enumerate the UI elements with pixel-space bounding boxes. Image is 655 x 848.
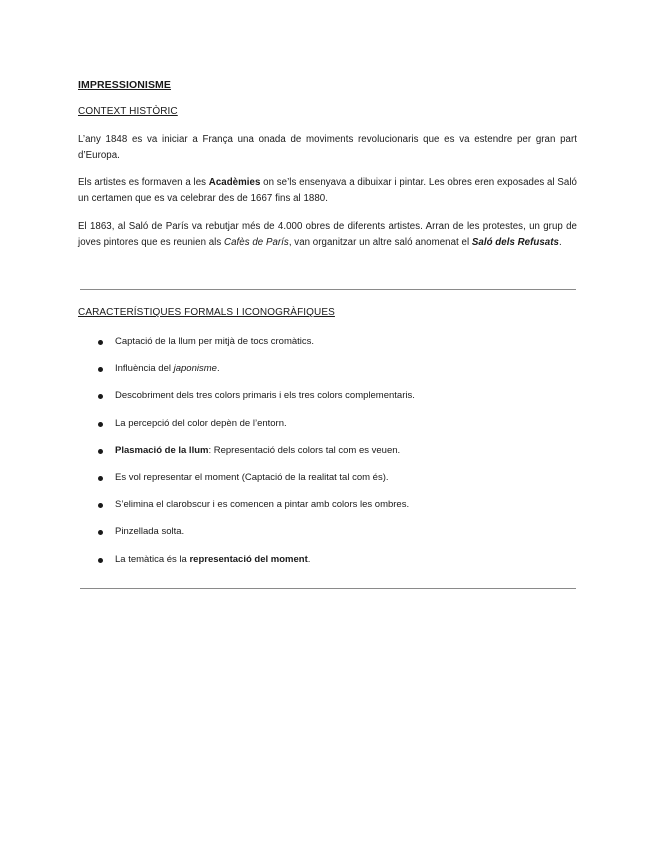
features-list	[98, 334, 415, 579]
p2-text-a: Els artistes es formaven a les	[78, 177, 209, 188]
list-item: Es vol representar el moment (Captació de la realitat tal com és).	[98, 470, 415, 497]
paragraph-2	[78, 175, 577, 207]
p3-text-e: .	[558, 237, 562, 248]
section-heading-context: CONTEXT HISTÒRIC	[78, 106, 178, 117]
p3-cafes: Cafès de París	[224, 237, 289, 248]
list-item: Pinzellada solta.	[98, 524, 415, 551]
paragraph-1: L’any 1848 es va iniciar a França una onada de moviments revolucionaris que es va estendre per gran part d’Europa.	[78, 134, 577, 161]
p3-salo-refusats: Saló dels Refusats	[471, 237, 559, 248]
list-item: La percepció del color depèn de l’entorn.	[98, 416, 415, 443]
list-item: Plasmació de la llum: Representació dels colors tal com es veuen.	[98, 443, 415, 470]
bullet-icon	[98, 394, 103, 399]
bullet-icon	[98, 367, 103, 372]
section-heading-features: CARACTERÍSTIQUES FORMALS I ICONOGRÀFIQUES	[78, 307, 335, 318]
page-title: IMPRESSIONISME	[78, 79, 171, 91]
list-item: S’elimina el clarobscur i es comencen a pintar amb colors les ombres.	[98, 497, 415, 524]
paragraph-3	[78, 219, 577, 251]
bullet-icon	[98, 340, 103, 345]
horizontal-divider-bottom	[80, 588, 576, 589]
p3-text-c: , van organitzar un altre saló anomenat el	[288, 237, 472, 248]
bullet-icon	[98, 530, 103, 535]
bullet-icon	[98, 449, 103, 454]
list-item: La temàtica és la representació del moment.	[98, 552, 415, 579]
p3-text-a: El 1863, al Saló de París va rebutjar més de 4.000 obres de diferents artistes. Arran de les protestes, un grup de joves pintores que es reunien als	[78, 221, 577, 248]
p2-academies: Acadèmies	[208, 177, 261, 188]
p2-text-c: on se’ls ensenyava a dibuixar i pintar. Les obres eren exposades al Saló un certamen que es va celebrar des de 1667 fins al 1880.	[78, 177, 577, 204]
list-item: Influència del japonisme.	[98, 361, 415, 388]
bullet-icon	[98, 558, 103, 563]
bullet-icon	[98, 422, 103, 427]
list-item: Captació de la llum per mitjà de tocs cromàtics.	[98, 334, 415, 361]
list-item: Descobriment dels tres colors primaris i els tres colors complementaris.	[98, 388, 415, 415]
bullet-icon	[98, 476, 103, 481]
horizontal-divider	[80, 289, 576, 290]
bullet-icon	[98, 503, 103, 508]
